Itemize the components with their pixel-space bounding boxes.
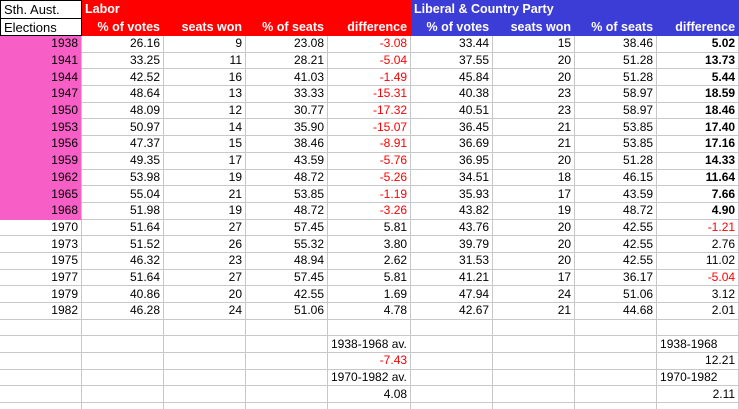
year-cell[interactable]: 1941 <box>0 53 82 70</box>
empty-cell[interactable] <box>575 336 657 353</box>
year-cell[interactable]: 1979 <box>0 286 82 303</box>
labor-votes-pct-cell[interactable]: 51.52 <box>82 236 164 253</box>
lcp-summary-average[interactable]: 12.21 <box>657 353 739 370</box>
lcp-summary-average[interactable]: 2.11 <box>657 386 739 403</box>
empty-cell[interactable] <box>0 403 82 409</box>
empty-cell[interactable] <box>164 386 246 403</box>
lcp-votes-pct-cell[interactable]: 40.38 <box>411 86 493 103</box>
lcp-seats-won-cell[interactable]: 19 <box>493 203 575 220</box>
lcp-seats-won-cell[interactable]: 20 <box>493 53 575 70</box>
empty-cell[interactable] <box>575 386 657 403</box>
lcp-seats-won-cell[interactable]: 21 <box>493 119 575 136</box>
labor-seats-pct-cell[interactable]: 48.72 <box>246 170 328 187</box>
lcp-seats-won-cell[interactable]: 20 <box>493 253 575 270</box>
lcp-subheader-of-votes[interactable]: % of votes <box>411 19 493 36</box>
lcp-votes-pct-cell[interactable]: 43.82 <box>411 203 493 220</box>
labor-difference-cell[interactable]: 2.62 <box>328 253 411 270</box>
labor-seats-pct-cell[interactable]: 30.77 <box>246 103 328 120</box>
blank-row <box>0 320 739 337</box>
empty-cell[interactable] <box>82 386 164 403</box>
year-cell[interactable]: 1962 <box>0 170 82 187</box>
labor-difference-cell[interactable]: 4.78 <box>328 303 411 320</box>
labor-seats-won-cell[interactable]: 11 <box>164 53 246 70</box>
lcp-seats-won-cell[interactable]: 17 <box>493 270 575 287</box>
empty-cell[interactable] <box>82 353 164 370</box>
empty-cell[interactable] <box>328 403 411 409</box>
labor-summary-label[interactable]: 1970-1982 av. <box>328 370 411 387</box>
labor-summary-average[interactable]: -7.43 <box>328 353 411 370</box>
lcp-votes-pct-cell[interactable]: 42.67 <box>411 303 493 320</box>
lcp-summary-label[interactable]: 1970-1982 <box>657 370 739 387</box>
lcp-difference-cell[interactable]: 11.64 <box>657 170 739 187</box>
lcp-difference-cell[interactable]: 2.76 <box>657 236 739 253</box>
lcp-seats-pct-cell[interactable]: 46.15 <box>575 170 657 187</box>
labor-seats-won-cell[interactable]: 13 <box>164 86 246 103</box>
lcp-difference-cell[interactable]: -5.04 <box>657 270 739 287</box>
lcp-difference-cell[interactable]: 5.02 <box>657 36 739 53</box>
empty-cell[interactable] <box>493 336 575 353</box>
lcp-difference-cell[interactable]: 17.40 <box>657 119 739 136</box>
lcp-seats-won-cell[interactable]: 21 <box>493 303 575 320</box>
lcp-difference-cell[interactable]: 18.59 <box>657 86 739 103</box>
labor-seats-pct-cell[interactable]: 57.45 <box>246 270 328 287</box>
lcp-difference-cell[interactable]: 11.02 <box>657 253 739 270</box>
lcp-seats-pct-cell[interactable]: 43.59 <box>575 186 657 203</box>
labor-seats-pct-cell[interactable]: 42.55 <box>246 286 328 303</box>
labor-seats-pct-cell[interactable]: 28.21 <box>246 53 328 70</box>
labor-seats-won-cell[interactable]: 9 <box>164 36 246 53</box>
lcp-seats-won-cell[interactable]: 15 <box>493 36 575 53</box>
labor-difference-cell[interactable]: -5.26 <box>328 170 411 187</box>
labor-seats-won-cell[interactable]: 14 <box>164 119 246 136</box>
labor-difference-cell[interactable]: -3.08 <box>328 36 411 53</box>
empty-cell[interactable] <box>575 370 657 387</box>
lcp-votes-pct-cell[interactable]: 31.53 <box>411 253 493 270</box>
data-row-1941 <box>0 53 739 70</box>
summary-row-3 <box>0 370 739 387</box>
labor-seats-pct-cell[interactable]: 33.33 <box>246 86 328 103</box>
labor-votes-pct-cell[interactable]: 51.64 <box>82 220 164 237</box>
empty-cell[interactable] <box>82 370 164 387</box>
labor-seats-pct-cell[interactable]: 41.03 <box>246 69 328 86</box>
labor-seats-won-cell[interactable]: 20 <box>164 286 246 303</box>
corner-cell-elections[interactable]: Elections <box>0 19 82 36</box>
data-row-1982 <box>0 303 739 320</box>
lcp-seats-won-cell[interactable]: 20 <box>493 69 575 86</box>
lcp-difference-cell[interactable]: 2.01 <box>657 303 739 320</box>
labor-votes-pct-cell[interactable]: 55.04 <box>82 186 164 203</box>
lcp-seats-won-cell[interactable]: 18 <box>493 170 575 187</box>
labor-votes-pct-cell[interactable]: 49.35 <box>82 153 164 170</box>
labor-votes-pct-cell[interactable]: 50.97 <box>82 119 164 136</box>
labor-subheader-of-seats[interactable]: % of seats <box>246 19 328 36</box>
empty-cell[interactable] <box>0 320 82 337</box>
labor-votes-pct-cell[interactable]: 42.52 <box>82 69 164 86</box>
empty-cell[interactable] <box>411 320 493 337</box>
data-row-1950 <box>0 103 739 120</box>
year-cell[interactable]: 1950 <box>0 103 82 120</box>
lcp-seats-won-cell[interactable]: 17 <box>493 186 575 203</box>
data-row-1965 <box>0 186 739 203</box>
lcp-votes-pct-cell[interactable]: 39.79 <box>411 236 493 253</box>
labor-difference-cell[interactable]: -15.07 <box>328 119 411 136</box>
labor-difference-cell[interactable]: -15.31 <box>328 86 411 103</box>
data-row-1944 <box>0 69 739 86</box>
labor-difference-cell[interactable]: -3.26 <box>328 203 411 220</box>
lcp-seats-pct-cell[interactable]: 53.85 <box>575 119 657 136</box>
labor-difference-cell[interactable]: -1.19 <box>328 186 411 203</box>
lcp-votes-pct-cell[interactable]: 47.94 <box>411 286 493 303</box>
year-cell[interactable]: 1953 <box>0 119 82 136</box>
lcp-difference-cell[interactable]: 14.33 <box>657 153 739 170</box>
lcp-difference-cell[interactable]: 13.73 <box>657 53 739 70</box>
partial-row <box>0 403 739 409</box>
labor-group-header[interactable]: Labor <box>82 0 411 19</box>
labor-seats-won-cell[interactable]: 12 <box>164 103 246 120</box>
lcp-votes-pct-cell[interactable]: 36.95 <box>411 153 493 170</box>
column-header-row <box>0 19 739 36</box>
labor-votes-pct-cell[interactable]: 51.64 <box>82 270 164 287</box>
empty-cell[interactable] <box>0 336 82 353</box>
labor-seats-won-cell[interactable]: 23 <box>164 253 246 270</box>
empty-cell[interactable] <box>493 386 575 403</box>
labor-votes-pct-cell[interactable]: 48.09 <box>82 103 164 120</box>
empty-cell[interactable] <box>493 353 575 370</box>
labor-difference-cell[interactable]: 1.69 <box>328 286 411 303</box>
empty-cell[interactable] <box>411 386 493 403</box>
lcp-difference-cell[interactable]: 18.46 <box>657 103 739 120</box>
lcp-seats-won-cell[interactable]: 21 <box>493 136 575 153</box>
empty-cell[interactable] <box>0 370 82 387</box>
empty-cell[interactable] <box>575 403 657 409</box>
empty-cell[interactable] <box>411 353 493 370</box>
labor-seats-pct-cell[interactable]: 48.72 <box>246 203 328 220</box>
lcp-difference-cell[interactable]: 4.90 <box>657 203 739 220</box>
labor-seats-pct-cell[interactable]: 53.85 <box>246 186 328 203</box>
empty-cell[interactable] <box>657 320 739 337</box>
year-cell[interactable]: 1977 <box>0 270 82 287</box>
data-row-1962 <box>0 170 739 187</box>
lcp-seats-won-cell[interactable]: 20 <box>493 153 575 170</box>
data-row-1953 <box>0 119 739 136</box>
labor-seats-won-cell[interactable]: 26 <box>164 236 246 253</box>
lcp-votes-pct-cell[interactable]: 36.45 <box>411 119 493 136</box>
empty-cell[interactable] <box>82 336 164 353</box>
year-cell[interactable]: 1947 <box>0 86 82 103</box>
lcp-votes-pct-cell[interactable]: 35.93 <box>411 186 493 203</box>
lcp-votes-pct-cell[interactable]: 41.21 <box>411 270 493 287</box>
lcp-votes-pct-cell[interactable]: 40.51 <box>411 103 493 120</box>
labor-votes-pct-cell[interactable]: 40.86 <box>82 286 164 303</box>
year-cell[interactable]: 1970 <box>0 220 82 237</box>
labor-difference-cell[interactable]: -1.49 <box>328 69 411 86</box>
lcp-votes-pct-cell[interactable]: 45.84 <box>411 69 493 86</box>
group-header-row <box>0 0 739 19</box>
lcp-seats-pct-cell[interactable]: 58.97 <box>575 86 657 103</box>
empty-cell[interactable] <box>164 370 246 387</box>
lcp-seats-won-cell[interactable]: 23 <box>493 103 575 120</box>
labor-seats-pct-cell[interactable]: 23.08 <box>246 36 328 53</box>
lcp-difference-cell[interactable]: 17.16 <box>657 136 739 153</box>
empty-cell[interactable] <box>164 320 246 337</box>
lcp-seats-pct-cell[interactable]: 51.06 <box>575 286 657 303</box>
labor-subheader-seats-won[interactable]: seats won <box>164 19 246 36</box>
labor-subheader-of-votes[interactable]: % of votes <box>82 19 164 36</box>
empty-cell[interactable] <box>411 370 493 387</box>
lcp-subheader-seats-won[interactable]: seats won <box>493 19 575 36</box>
empty-cell[interactable] <box>657 403 739 409</box>
labor-seats-won-cell[interactable]: 17 <box>164 153 246 170</box>
labor-votes-pct-cell[interactable]: 26.16 <box>82 36 164 53</box>
lcp-difference-cell[interactable]: 5.44 <box>657 69 739 86</box>
lcp-seats-pct-cell[interactable]: 42.55 <box>575 253 657 270</box>
empty-cell[interactable] <box>164 336 246 353</box>
year-cell[interactable]: 1944 <box>0 69 82 86</box>
year-cell[interactable]: 1956 <box>0 136 82 153</box>
empty-cell[interactable] <box>82 403 164 409</box>
empty-cell[interactable] <box>493 320 575 337</box>
corner-cell-region[interactable]: Sth. Aust. <box>0 0 82 19</box>
lcp-summary-label[interactable]: 1938-1968 <box>657 336 739 353</box>
year-cell[interactable]: 1982 <box>0 303 82 320</box>
labor-seats-pct-cell[interactable]: 35.90 <box>246 119 328 136</box>
lcp-difference-cell[interactable]: 3.12 <box>657 286 739 303</box>
labor-difference-cell[interactable]: 5.81 <box>328 270 411 287</box>
labor-seats-won-cell[interactable]: 24 <box>164 303 246 320</box>
labor-seats-pct-cell[interactable]: 57.45 <box>246 220 328 237</box>
year-cell[interactable]: 1965 <box>0 186 82 203</box>
lcp-votes-pct-cell[interactable]: 36.69 <box>411 136 493 153</box>
data-row-1938 <box>0 36 739 53</box>
data-row-1959 <box>0 153 739 170</box>
data-row-1979 <box>0 286 739 303</box>
labor-votes-pct-cell[interactable]: 53.98 <box>82 170 164 187</box>
empty-cell[interactable] <box>82 320 164 337</box>
lcp-difference-cell[interactable]: -1.21 <box>657 220 739 237</box>
labor-seats-pct-cell[interactable]: 48.94 <box>246 253 328 270</box>
empty-cell[interactable] <box>493 370 575 387</box>
empty-cell[interactable] <box>246 336 328 353</box>
empty-cell[interactable] <box>246 320 328 337</box>
empty-cell[interactable] <box>0 386 82 403</box>
empty-cell[interactable] <box>164 353 246 370</box>
lcp-seats-pct-cell[interactable]: 51.28 <box>575 53 657 70</box>
labor-difference-cell[interactable]: -8.91 <box>328 136 411 153</box>
lcp-votes-pct-cell[interactable]: 37.55 <box>411 53 493 70</box>
labor-seats-won-cell[interactable]: 21 <box>164 186 246 203</box>
lcp-votes-pct-cell[interactable]: 43.76 <box>411 220 493 237</box>
lcp-seats-pct-cell[interactable]: 36.17 <box>575 270 657 287</box>
empty-cell[interactable] <box>575 353 657 370</box>
year-cell[interactable]: 1938 <box>0 36 82 53</box>
labor-votes-pct-cell[interactable]: 51.98 <box>82 203 164 220</box>
lcp-seats-pct-cell[interactable]: 51.28 <box>575 153 657 170</box>
data-row-1973 <box>0 236 739 253</box>
labor-difference-cell[interactable]: -5.04 <box>328 53 411 70</box>
labor-seats-pct-cell[interactable]: 43.59 <box>246 153 328 170</box>
lcp-votes-pct-cell[interactable]: 34.51 <box>411 170 493 187</box>
labor-seats-won-cell[interactable]: 27 <box>164 270 246 287</box>
summary-row-2 <box>0 353 739 370</box>
labor-votes-pct-cell[interactable]: 48.64 <box>82 86 164 103</box>
lcp-seats-pct-cell[interactable]: 48.72 <box>575 203 657 220</box>
lcp-seats-won-cell[interactable]: 20 <box>493 236 575 253</box>
labor-subheader-difference[interactable]: difference <box>328 19 411 36</box>
lcp-seats-pct-cell[interactable]: 42.55 <box>575 220 657 237</box>
empty-cell[interactable] <box>411 336 493 353</box>
lcp-votes-pct-cell[interactable]: 33.44 <box>411 36 493 53</box>
labor-difference-cell[interactable]: 3.80 <box>328 236 411 253</box>
lcp-seats-pct-cell[interactable]: 44.68 <box>575 303 657 320</box>
labor-votes-pct-cell[interactable]: 47.37 <box>82 136 164 153</box>
lcp-seats-won-cell[interactable]: 24 <box>493 286 575 303</box>
empty-cell[interactable] <box>164 403 246 409</box>
empty-cell[interactable] <box>575 320 657 337</box>
year-cell[interactable]: 1968 <box>0 203 82 220</box>
data-row-1968 <box>0 203 739 220</box>
data-row-1977 <box>0 270 739 287</box>
labor-seats-won-cell[interactable]: 27 <box>164 220 246 237</box>
lcp-seats-pct-cell[interactable]: 38.46 <box>575 36 657 53</box>
summary-row-4 <box>0 386 739 403</box>
data-row-1947 <box>0 86 739 103</box>
labor-seats-won-cell[interactable]: 19 <box>164 203 246 220</box>
labor-votes-pct-cell[interactable]: 46.32 <box>82 253 164 270</box>
labor-votes-pct-cell[interactable]: 46.28 <box>82 303 164 320</box>
empty-cell[interactable] <box>411 403 493 409</box>
labor-seats-pct-cell[interactable]: 55.32 <box>246 236 328 253</box>
labor-seats-won-cell[interactable]: 16 <box>164 69 246 86</box>
labor-difference-cell[interactable]: -5.76 <box>328 153 411 170</box>
empty-cell[interactable] <box>246 353 328 370</box>
year-cell[interactable]: 1975 <box>0 253 82 270</box>
labor-seats-pct-cell[interactable]: 51.06 <box>246 303 328 320</box>
empty-cell[interactable] <box>328 320 411 337</box>
summary-row-1 <box>0 336 739 353</box>
lcp-seats-pct-cell[interactable]: 53.85 <box>575 136 657 153</box>
year-cell[interactable]: 1973 <box>0 236 82 253</box>
empty-cell[interactable] <box>246 386 328 403</box>
labor-seats-won-cell[interactable]: 15 <box>164 136 246 153</box>
year-cell[interactable]: 1959 <box>0 153 82 170</box>
lcp-seats-pct-cell[interactable]: 51.28 <box>575 69 657 86</box>
lcp-subheader-difference[interactable]: difference <box>657 19 739 36</box>
empty-cell[interactable] <box>246 403 328 409</box>
empty-cell[interactable] <box>493 403 575 409</box>
lcp-subheader-of-seats[interactable]: % of seats <box>575 19 657 36</box>
lcp-seats-pct-cell[interactable]: 42.55 <box>575 236 657 253</box>
empty-cell[interactable] <box>246 370 328 387</box>
empty-cell[interactable] <box>0 353 82 370</box>
data-row-1956 <box>0 136 739 153</box>
lcp-seats-won-cell[interactable]: 23 <box>493 86 575 103</box>
labor-summary-label[interactable]: 1938-1968 av. <box>328 336 411 353</box>
data-row-1970 <box>0 220 739 237</box>
labor-summary-average[interactable]: 4.08 <box>328 386 411 403</box>
data-row-1975 <box>0 253 739 270</box>
labor-votes-pct-cell[interactable]: 33.25 <box>82 53 164 70</box>
lcp-group-header[interactable]: Liberal & Country Party <box>411 0 739 19</box>
labor-seats-pct-cell[interactable]: 38.46 <box>246 136 328 153</box>
labor-seats-won-cell[interactable]: 19 <box>164 170 246 187</box>
lcp-difference-cell[interactable]: 7.66 <box>657 186 739 203</box>
labor-difference-cell[interactable]: -17.32 <box>328 103 411 120</box>
labor-difference-cell[interactable]: 5.81 <box>328 220 411 237</box>
lcp-seats-won-cell[interactable]: 20 <box>493 220 575 237</box>
lcp-seats-pct-cell[interactable]: 58.97 <box>575 103 657 120</box>
